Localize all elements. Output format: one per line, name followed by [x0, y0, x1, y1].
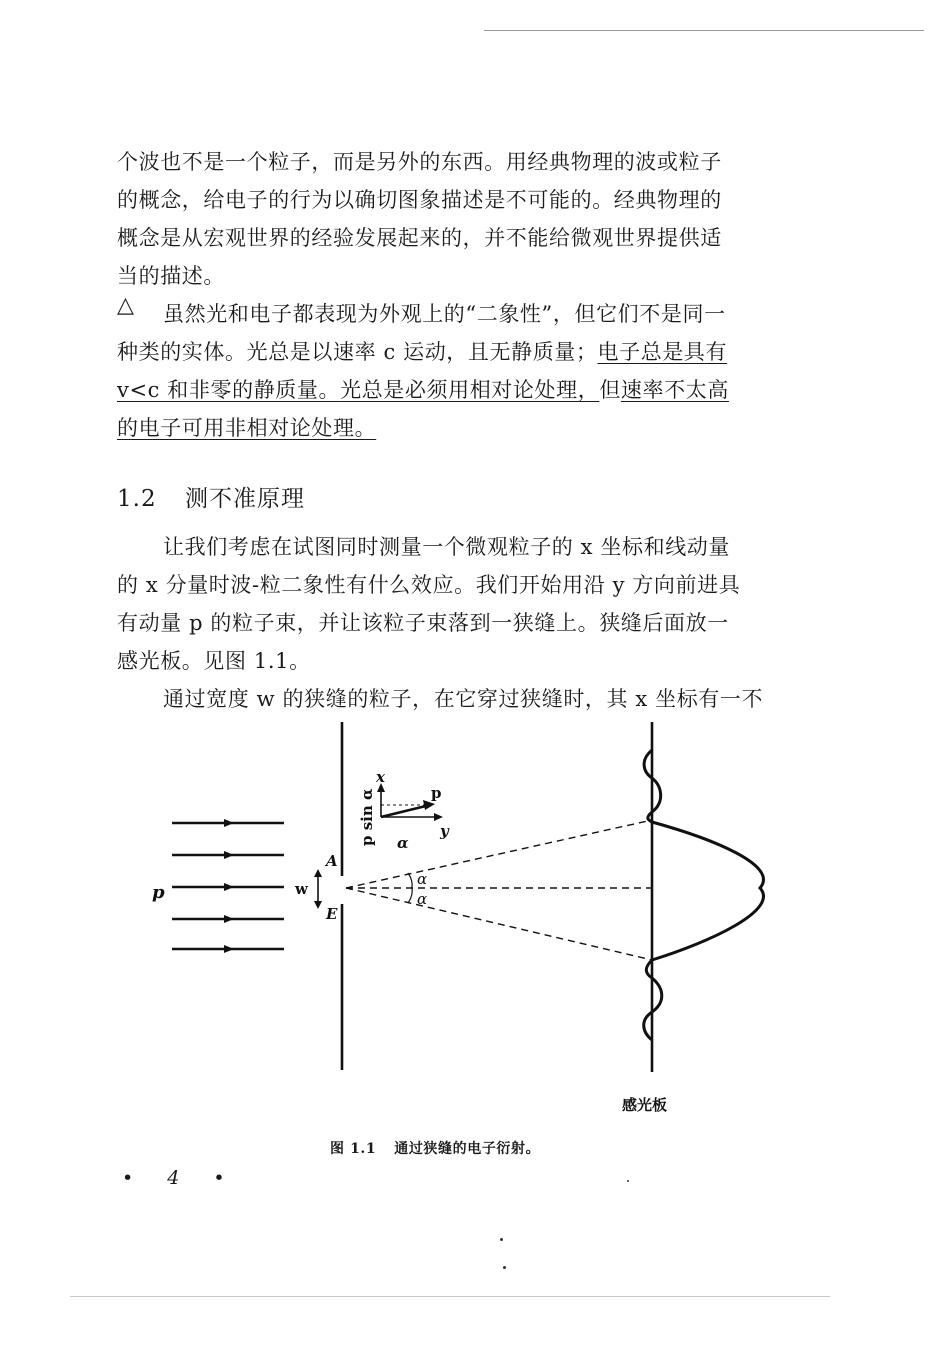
arrowhead-down-icon: [314, 901, 322, 909]
paragraph-3-line-3: 有动量 p 的粒子束，并让该粒子束落到一狭缝上。狭缝后面放一: [117, 611, 729, 635]
underlined-nonrelativistic: 的电子可用非相对论处理。: [117, 416, 377, 440]
scan-speck: [627, 1180, 629, 1182]
paragraph-2-line-1: 虽然光和电子都表现为外观上的“二象性”，但它们不是同一: [163, 302, 726, 326]
slit-width-label: w: [295, 880, 308, 898]
paragraph-1: [117, 143, 779, 295]
angle-arc-lower: [408, 888, 412, 903]
section-heading: [117, 480, 305, 513]
diffraction-figure: [140, 720, 840, 1130]
arrowhead-icon: [224, 851, 234, 859]
paragraph-3-line-2: 的 x 分量时波-粒二象性有什么效应。我们开始用沿 y 方向前进具: [117, 573, 741, 597]
underlined-light-relativity: 光总是必须用相对论处理，: [340, 378, 600, 402]
scan-edge-bottom: [70, 1296, 830, 1297]
angle-label-lower: α: [417, 890, 428, 908]
paragraph-2-line-2-plain: 种类的实体。光总是以速率 c 运动，且无静质量；: [117, 340, 598, 364]
angle-label-upper: α: [417, 870, 428, 888]
angle-arc-upper: [408, 873, 412, 888]
arrowhead-icon: [224, 883, 234, 891]
figure-caption: [330, 1138, 540, 1158]
screen-label: 感光板: [622, 1096, 668, 1114]
arrowhead-up-icon: [314, 869, 322, 877]
ray-lower: [346, 888, 652, 960]
figure-caption-number: 图 1.1: [330, 1141, 377, 1157]
scan-speck: [503, 1266, 506, 1269]
paragraph-1-line-3: 概念是从宏观世界的经验发展起来的，并不能给微观世界提供适: [117, 226, 722, 250]
underlined-low-speed: 速率不太高: [620, 378, 729, 402]
ray-upper: [346, 820, 652, 888]
underlined-electron-speed: 电子总是具有: [597, 340, 728, 364]
paragraph-2-line-2: [117, 333, 779, 371]
page-number: • 4 •: [122, 1167, 239, 1189]
arrowhead-icon: [224, 819, 234, 827]
paragraph-3-line-4: 感光板。见图 1.1。: [117, 649, 311, 673]
intensity-pattern: [644, 750, 764, 1040]
annotation-triangle-icon: △: [117, 293, 134, 318]
component-label: p sin α: [358, 788, 376, 846]
figure-caption-text: 通过狭缝的电子衍射。: [394, 1141, 541, 1157]
axis-x-label: x: [376, 768, 385, 786]
momentum-vector: [381, 805, 430, 817]
paragraph-3-line-1: 让我们考虑在试图同时测量一个微观粒子的 x 坐标和线动量: [163, 535, 730, 559]
scan-speck: [500, 1238, 503, 1241]
paragraph-4-line-1: 通过宽度 w 的狭缝的粒子，在它穿过狭缝时，其 x 坐标有一不: [163, 687, 764, 711]
paragraph-1-line-2: 的概念，给电子的行为以确切图象描述是不可能的。经典物理的: [117, 188, 722, 212]
inset-angle-label: α: [397, 834, 409, 852]
underlined-rest-mass: v<c 和非零的静质量。: [117, 378, 341, 402]
paragraph-1-line-1: 个波也不是一个粒子，而是另外的东西。用经典物理的波或粒子: [117, 150, 722, 174]
slit-bottom-label: E: [326, 905, 338, 923]
arrowhead-icon: [224, 915, 234, 923]
paragraph-2-line-3: [117, 371, 779, 409]
diffraction-rays: [346, 820, 652, 960]
axis-y-label: y: [440, 822, 449, 840]
momentum-label: p: [431, 784, 442, 802]
section-title: 测不准原理: [185, 486, 305, 512]
paragraph-1-line-4: 当的描述。: [117, 264, 225, 288]
arrowhead-icon: [224, 945, 234, 953]
paragraph-4: [117, 680, 779, 718]
section-number: 1.2: [117, 486, 157, 512]
axis-y-arrowhead-icon: [434, 813, 443, 821]
scan-edge-top: [484, 30, 924, 31]
slit-top-label: A: [326, 852, 338, 870]
beam-momentum-label: p: [152, 882, 165, 903]
paragraph-2-line-4: [117, 409, 779, 447]
paragraph-3: [117, 528, 779, 680]
paragraph-2-line-3-plain: 但: [599, 378, 621, 402]
paragraph-2: [117, 295, 779, 447]
